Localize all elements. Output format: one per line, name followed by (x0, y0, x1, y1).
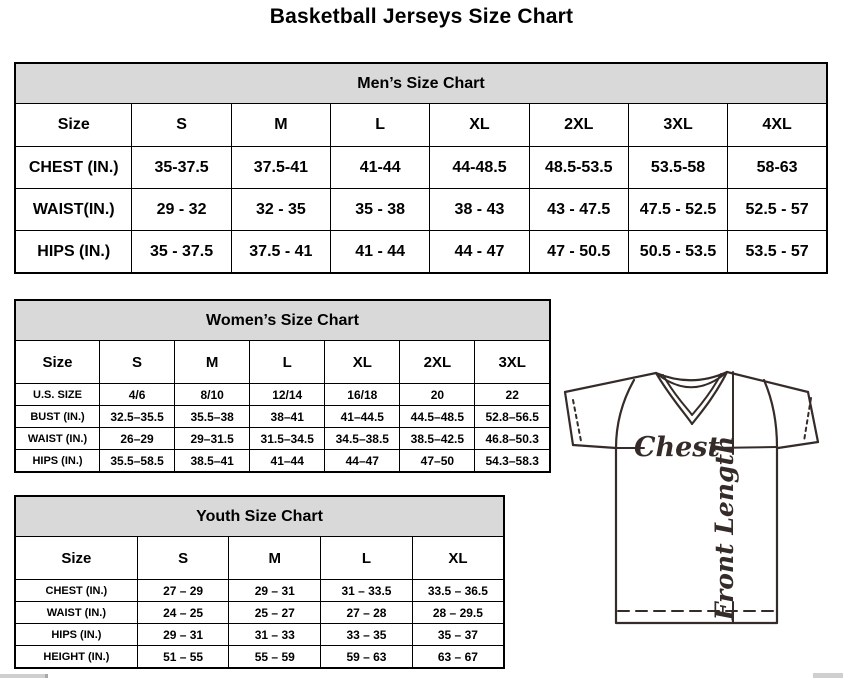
cell: 38 - 43 (430, 189, 529, 231)
cell: 53.5 - 57 (728, 231, 827, 274)
cell: 32 - 35 (231, 189, 330, 231)
cell: 12/14 (250, 384, 325, 406)
cell: 52.5 - 57 (728, 189, 827, 231)
cell: 37.5-41 (231, 147, 330, 189)
horizontal-scrollbar-fragment-right[interactable] (813, 673, 843, 678)
womens-size-chart-table (14, 299, 551, 473)
mens-col-header-2xl: 2XL (529, 104, 628, 147)
cell: 27 – 28 (321, 602, 413, 624)
cell: 41–44 (250, 450, 325, 473)
horizontal-scrollbar-fragment-left[interactable] (0, 674, 48, 678)
youth-chart-title: Youth Size Chart (15, 496, 504, 537)
cell: 32.5–35.5 (100, 406, 175, 428)
cell: 35 - 37.5 (132, 231, 231, 274)
youth-col-header-m: M (229, 537, 321, 580)
cell: 31 – 33 (229, 624, 321, 646)
cell: 47 - 50.5 (529, 231, 628, 274)
womens-col-header-s: S (100, 341, 175, 384)
table-row (15, 428, 550, 450)
youth-size-chart-table (14, 495, 505, 669)
row-label: HIPS (IN.) (15, 231, 132, 274)
row-label: HIPS (IN.) (15, 624, 137, 646)
cell: 47.5 - 52.5 (628, 189, 727, 231)
mens-col-header-s: S (132, 104, 231, 147)
cell: 44-48.5 (430, 147, 529, 189)
row-label: HIPS (IN.) (15, 450, 100, 473)
cell: 20 (400, 384, 475, 406)
womens-col-header-xl: XL (325, 341, 400, 384)
cell: 37.5 - 41 (231, 231, 330, 274)
row-label: BUST (IN.) (15, 406, 100, 428)
youth-header-row (15, 537, 504, 580)
cell: 35.5–38 (175, 406, 250, 428)
cell: 29 - 32 (132, 189, 231, 231)
cell: 43 - 47.5 (529, 189, 628, 231)
cell: 52.8–56.5 (475, 406, 550, 428)
chest-label: Chest (634, 432, 720, 463)
cell: 31.5–34.5 (250, 428, 325, 450)
table-row (15, 147, 827, 189)
cell: 50.5 - 53.5 (628, 231, 727, 274)
row-label: U.S. SIZE (15, 384, 100, 406)
youth-col-header-size: Size (15, 537, 137, 580)
mens-col-header-l: L (331, 104, 430, 147)
cell: 29 – 31 (137, 624, 229, 646)
cell: 29 – 31 (229, 580, 321, 602)
table-row (15, 602, 504, 624)
cell: 41 - 44 (331, 231, 430, 274)
cell: 25 – 27 (229, 602, 321, 624)
womens-col-header-size: Size (15, 341, 100, 384)
cell: 44.5–48.5 (400, 406, 475, 428)
cell: 35-37.5 (132, 147, 231, 189)
cell: 38–41 (250, 406, 325, 428)
jersey-measurement-diagram (552, 360, 838, 676)
youth-col-header-xl: XL (412, 537, 504, 580)
cell: 16/18 (325, 384, 400, 406)
cell: 35 – 37 (412, 624, 504, 646)
cell: 41-44 (331, 147, 430, 189)
cell: 4/6 (100, 384, 175, 406)
table-row (15, 646, 504, 669)
mens-col-header-xl: XL (430, 104, 529, 147)
row-label: HEIGHT (IN.) (15, 646, 137, 669)
cell: 44 - 47 (430, 231, 529, 274)
womens-col-header-l: L (250, 341, 325, 384)
youth-col-header-s: S (137, 537, 229, 580)
table-row (15, 384, 550, 406)
table-row (15, 189, 827, 231)
cell: 53.5-58 (628, 147, 727, 189)
cell: 54.3–58.3 (475, 450, 550, 473)
row-label: WAIST (IN.) (15, 428, 100, 450)
cell: 35.5–58.5 (100, 450, 175, 473)
cell: 35 - 38 (331, 189, 430, 231)
front-length-label: Front Length (710, 435, 739, 621)
cell: 27 – 29 (137, 580, 229, 602)
cell: 28 – 29.5 (412, 602, 504, 624)
cell: 51 – 55 (137, 646, 229, 669)
mens-chart-title: Men’s Size Chart (15, 63, 827, 104)
mens-size-chart-table (14, 62, 828, 274)
row-label: WAIST(IN.) (15, 189, 132, 231)
womens-col-header-2xl: 2XL (400, 341, 475, 384)
womens-chart-title: Women’s Size Chart (15, 300, 550, 341)
row-label: WAIST (IN.) (15, 602, 137, 624)
cell: 38.5–41 (175, 450, 250, 473)
cell: 44–47 (325, 450, 400, 473)
table-row (15, 580, 504, 602)
page-title: Basketball Jerseys Size Chart (269, 5, 574, 28)
cell: 33.5 – 36.5 (412, 580, 504, 602)
cell: 33 – 35 (321, 624, 413, 646)
mens-col-header-4xl: 4XL (728, 104, 827, 147)
cell: 59 – 63 (321, 646, 413, 669)
table-row (15, 624, 504, 646)
womens-header-row (15, 341, 550, 384)
table-row (15, 406, 550, 428)
womens-col-header-3xl: 3XL (475, 341, 550, 384)
cell: 22 (475, 384, 550, 406)
cell: 58-63 (728, 147, 827, 189)
cell: 31 – 33.5 (321, 580, 413, 602)
cell: 34.5–38.5 (325, 428, 400, 450)
cell: 47–50 (400, 450, 475, 473)
table-row (15, 231, 827, 274)
table-row (15, 450, 550, 473)
cell: 48.5-53.5 (529, 147, 628, 189)
cell: 26–29 (100, 428, 175, 450)
mens-header-row (15, 104, 827, 147)
cell: 24 – 25 (137, 602, 229, 624)
cell: 29–31.5 (175, 428, 250, 450)
mens-col-header-m: M (231, 104, 330, 147)
mens-col-header-3xl: 3XL (628, 104, 727, 147)
youth-col-header-l: L (321, 537, 413, 580)
row-label: CHEST (IN.) (15, 580, 137, 602)
cell: 55 – 59 (229, 646, 321, 669)
row-label: CHEST (IN.) (15, 147, 132, 189)
womens-col-header-m: M (175, 341, 250, 384)
cell: 8/10 (175, 384, 250, 406)
mens-col-header-size: Size (15, 104, 132, 147)
jersey-illustration (552, 360, 838, 676)
cell: 41–44.5 (325, 406, 400, 428)
cell: 46.8–50.3 (475, 428, 550, 450)
cell: 63 – 67 (412, 646, 504, 669)
cell: 38.5–42.5 (400, 428, 475, 450)
